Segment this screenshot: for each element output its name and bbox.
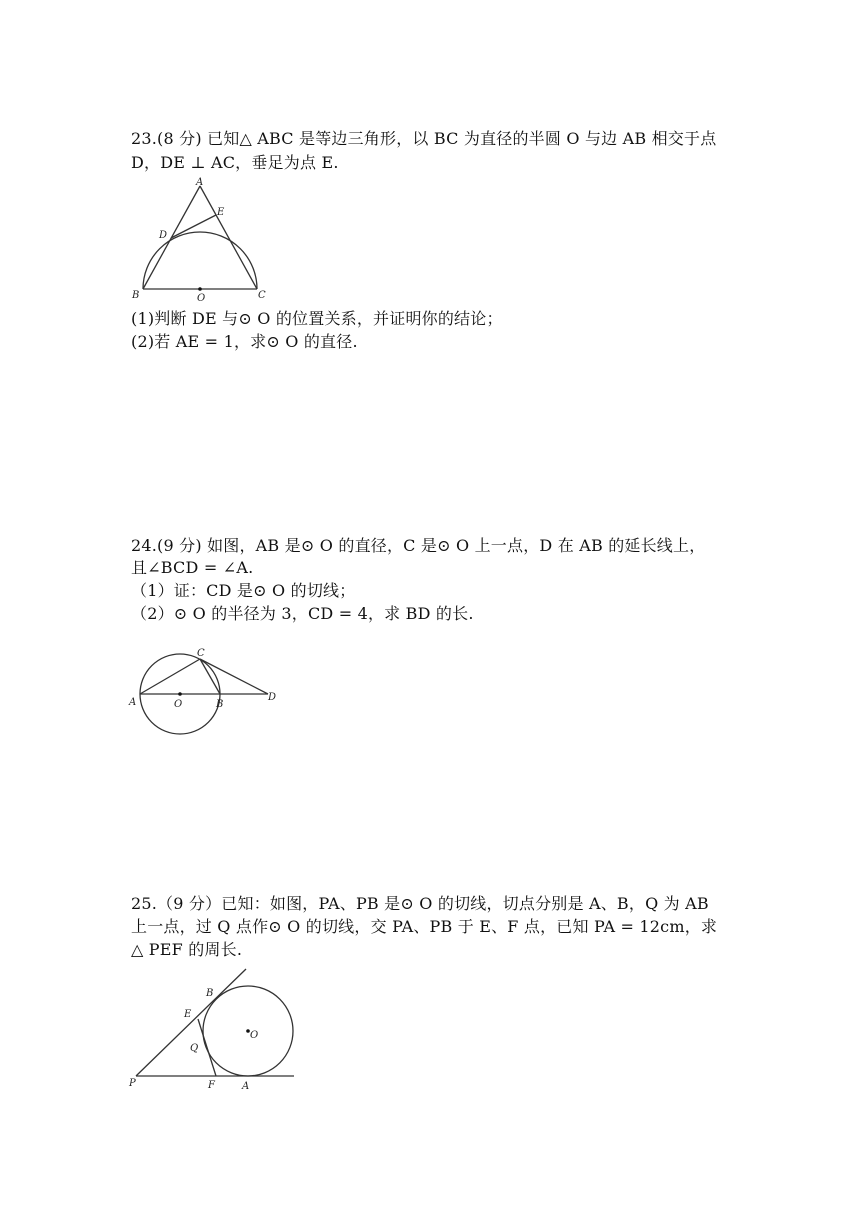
q25-label-f: F [208, 1080, 215, 1091]
q24-part1: （1）证：CD 是⊙ O 的切线； [131, 581, 356, 600]
q24-label-o: O [174, 699, 183, 710]
q23-stem-line2: D，DE ⊥ AC，垂足为点 E. [131, 153, 339, 172]
q23-label-o: O [197, 293, 206, 304]
q25-label-e: E [184, 1009, 192, 1020]
q24-center-dot [178, 692, 182, 696]
q25-stem-line1: 25.（9 分）已知：如图，PA、PB 是⊙ O 的切线，切点分别是 A、B，Q 为 AB [131, 894, 709, 913]
q24-part2: （2）⊙ O 的半径为 3，CD = 4，求 BD 的长. [131, 604, 474, 623]
q25-label-p: P [129, 1078, 136, 1089]
q23-stem-line1: 23.(8 分) 已知△ ABC 是等边三角形，以 BC 为直径的半圆 O 与边 AB 相交于点 [131, 129, 717, 148]
q25-label-o: O [250, 1030, 259, 1041]
q24-label-b: B [216, 699, 224, 710]
q24-figure [126, 640, 286, 720]
q23-label-a: A [196, 177, 204, 188]
q25-stem-line2: 上一点，过 Q 点作⊙ O 的切线，交 PA、PB 于 E、F 点，已知 PA = 12cm，求 [131, 917, 718, 936]
q23-side-ac [200, 186, 257, 289]
q23-label-b: B [132, 290, 140, 301]
q24-stem-line2: 且∠BCD = ∠A. [131, 558, 254, 577]
q25-tangent-ef [198, 1019, 216, 1076]
q23-part1: (1)判断 DE 与⊙ O 的位置关系，并证明你的结论； [131, 309, 503, 328]
q23-center-dot [198, 287, 202, 291]
q25-label-b: B [206, 988, 214, 999]
q25-figure [124, 962, 299, 1092]
q23-label-c: C [258, 290, 266, 301]
q23-label-d: D [159, 230, 168, 241]
q25-label-a: A [242, 1081, 250, 1092]
q23-part2: (2)若 AE = 1，求⊙ O 的直径. [131, 332, 358, 351]
q24-label-c: C [197, 648, 205, 659]
q25-label-q: Q [190, 1043, 199, 1054]
q25-stem-line3: △ PEF 的周长. [131, 940, 243, 959]
q24-stem-line1: 24.(9 分) 如图，AB 是⊙ O 的直径，C 是⊙ O 上一点，D 在 AB 的延长线上， [131, 536, 706, 555]
q23-figure [128, 176, 278, 306]
q24-label-d: D [268, 692, 277, 703]
q24-label-a: A [129, 697, 137, 708]
q23-label-e: E [217, 207, 225, 218]
q24-chord-ac [140, 659, 200, 694]
q25-tangent-pb [136, 969, 246, 1076]
